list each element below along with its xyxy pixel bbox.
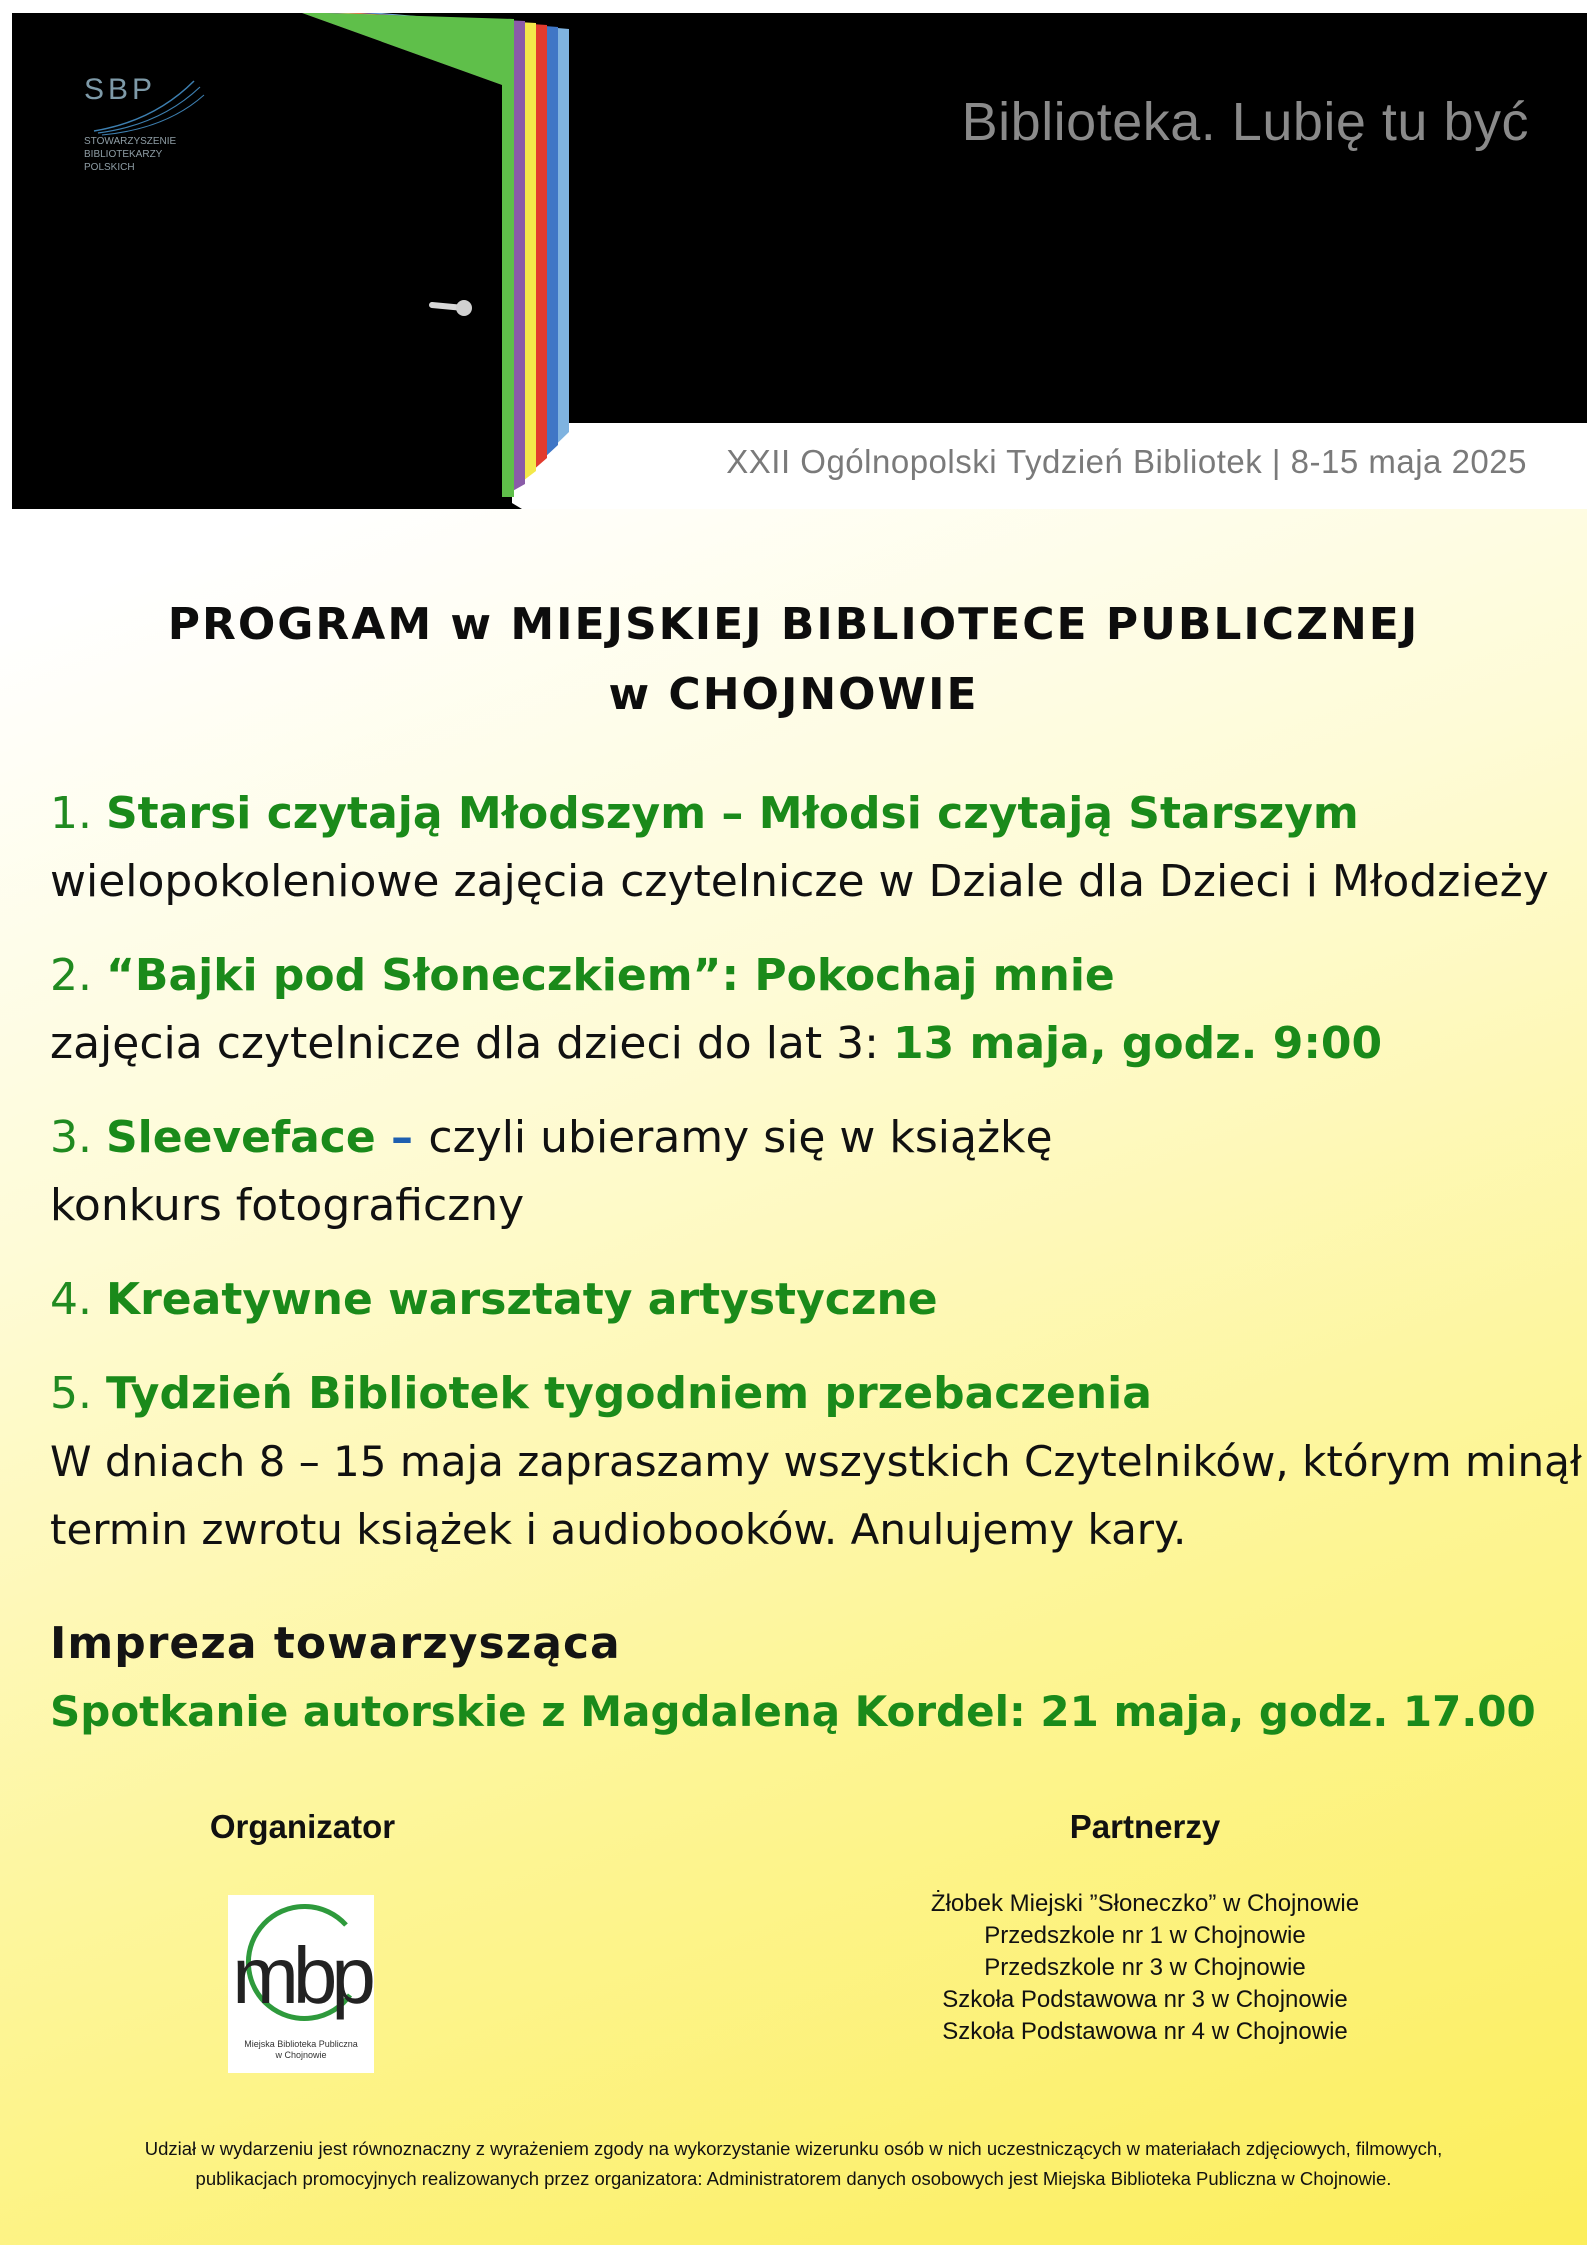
item-subtitle: czyli ubieramy się w książkę xyxy=(428,1112,1053,1163)
partner-item: Szkoła Podstawowa nr 3 w Chojnowie xyxy=(942,1986,1348,2013)
sbp-logo-letters: SBP xyxy=(84,73,157,106)
disclaimer-line-1: Udział w wydarzeniu jest równoznaczny z wyrażeniem zgody na wykorzystanie wizerunku osób w nich uczestniczących w materiałach zdjęciowych, filmowych, xyxy=(144,2138,1443,2159)
item-title: Młodsi czytają Starszym xyxy=(758,788,1359,839)
organizer-heading: Organizator xyxy=(209,1808,396,1845)
door-knob-icon xyxy=(456,300,472,316)
program-item-4 xyxy=(50,1266,1550,1334)
program-item-1 xyxy=(50,780,1550,916)
item-description: W dniach 8 – 15 maja zapraszamy wszystkich Czytelników, którym minął xyxy=(50,1437,1582,1486)
partner-item: Przedszkole nr 1 w Chojnowie xyxy=(984,1922,1306,1949)
disclaimer xyxy=(40,2134,1547,2194)
item-title: Kreatywne warsztaty artystyczne xyxy=(105,1274,938,1325)
item-dash: – xyxy=(375,1112,429,1163)
item-description: wielopokoleniowe zajęcia czytelnicze w Dziale dla Dzieci i Młodzieży xyxy=(50,856,1549,907)
program-list xyxy=(50,780,1582,1746)
header-banner xyxy=(12,13,1587,509)
mbp-caption-line: w Chojnowie xyxy=(275,2050,327,2060)
banner-slogan: Biblioteka. Lubię tu być xyxy=(961,92,1529,152)
mbp-logo-icon xyxy=(228,1895,374,2035)
partners-heading: Partnerzy xyxy=(1069,1808,1221,1845)
item-number: 2. xyxy=(50,950,92,1001)
sbp-subtitle-line: POLSKICH xyxy=(84,162,135,173)
partner-item: Żłobek Miejski ”Słoneczko” w Chojnowie xyxy=(930,1890,1360,1917)
item-dash: – xyxy=(706,788,759,839)
item-number: 5. xyxy=(50,1368,92,1419)
sbp-subtitle-line: BIBLIOTEKARZY xyxy=(84,149,163,160)
accompanying-event-text: Spotkanie autorskie z Magdaleną Kordel: 21 maja, godz. 17.00 xyxy=(50,1687,1536,1736)
item-number: 1. xyxy=(50,788,92,839)
program-item-2 xyxy=(50,942,1550,1078)
item-description: termin zwrotu książek i audiobooków. Anulujemy kary. xyxy=(50,1505,1187,1554)
banner-event-line: XXII Ogólnopolski Tydzień Bibliotek | 8-15 maja 2025 xyxy=(726,443,1527,480)
item-title: “Bajki pod Słoneczkiem”: Pokochaj mnie xyxy=(105,950,1115,1001)
sbp-swoosh-icon xyxy=(84,61,214,141)
sbp-logo xyxy=(84,61,234,191)
item-description: konkurs fotograficzny xyxy=(50,1180,525,1231)
item-description: zajęcia czytelnicze dla dzieci do lat 3: xyxy=(50,1018,893,1069)
item-title: Tydzień Bibliotek tygodniem przebaczenia xyxy=(105,1368,1152,1419)
item-date: 13 maja, godz. 9:00 xyxy=(892,1018,1383,1069)
accompanying-event xyxy=(50,1610,1550,1746)
program-item-5 xyxy=(50,1360,1582,1564)
page-title-line-2: w CHOJNOWIE xyxy=(608,669,979,720)
page-title xyxy=(0,590,1587,730)
mbp-logo-letters: mbp xyxy=(232,1931,370,2020)
sbp-logo-subtitle xyxy=(84,135,204,174)
open-door-book-illustration xyxy=(12,13,1587,509)
disclaimer-line-2: publikacjach promocyjnych realizowanych przez organizatora: Administratorem danych osobowych jest Miejska Biblioteka Publiczna w Chojnowie. xyxy=(195,2168,1392,2189)
page-title-line-1: PROGRAM w MIEJSKIEJ BIBLIOTECE PUBLICZNEJ xyxy=(167,599,1420,650)
mbp-logo xyxy=(228,1895,374,2073)
program-item-3 xyxy=(50,1104,1550,1240)
partner-item: Szkoła Podstawowa nr 4 w Chojnowie xyxy=(942,2018,1348,2045)
item-title: Sleeveface xyxy=(105,1112,376,1163)
item-number: 4. xyxy=(50,1274,92,1325)
partners-list xyxy=(845,1888,1445,2048)
item-number: 3. xyxy=(50,1112,92,1163)
mbp-caption-line: Miejska Biblioteka Publiczna xyxy=(244,2039,358,2049)
mbp-logo-caption xyxy=(228,2039,374,2061)
item-title: Starsi czytają Młodszym xyxy=(105,788,707,839)
sbp-subtitle-line: STOWARZYSZENIE xyxy=(84,136,177,147)
partner-item: Przedszkole nr 3 w Chojnowie xyxy=(984,1954,1306,1981)
accompanying-heading: Impreza towarzysząca xyxy=(50,1618,621,1669)
